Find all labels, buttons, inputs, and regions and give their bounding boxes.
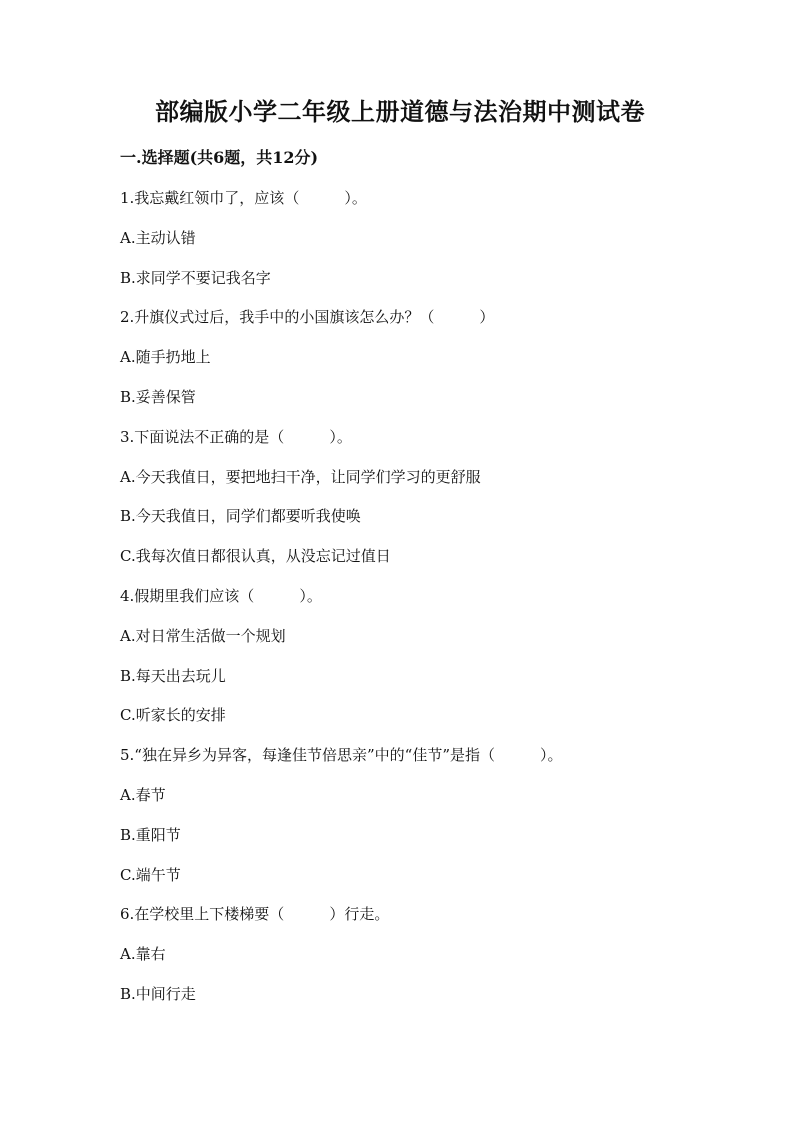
question-list [120, 186, 740, 1022]
question-3-stem: 3.下面说法不正确的是（ ）。 [120, 427, 352, 446]
section-heading: 一.选择题(共6题，共12分) [120, 148, 319, 167]
question-1-option-b: B.求同学不要记我名字 [120, 268, 271, 287]
question-1-option-a: A.主动认错 [120, 228, 196, 247]
question-4-option-b: B.每天出去玩儿 [120, 666, 226, 685]
question-5-option-a: A.春节 [120, 785, 166, 804]
question-3-option-b: B.今天我值日，同学们都要听我使唤 [120, 507, 361, 526]
question-4-option-c: C.听家长的安排 [120, 706, 226, 725]
question-3-option-a: A.今天我值日，要把地扫干净，让同学们学习的更舒服 [120, 467, 481, 486]
question-6-option-b: B.中间行走 [120, 984, 196, 1003]
question-5-option-b: B.重阳节 [120, 825, 181, 844]
question-2-stem: 2.升旗仪式过后，我手中的小国旗该怎么办？（ ） [120, 308, 495, 327]
question-5-stem: 5.“独在异乡为异客，每逢佳节倍思亲”中的“佳节”是指（ ）。 [120, 746, 563, 765]
question-5-option-c: C.端午节 [120, 865, 181, 884]
question-6-stem: 6.在学校里上下楼梯要（ ）行走。 [120, 905, 390, 924]
page-title: 部编版小学二年级上册道德与法治期中测试卷 [155, 97, 645, 126]
question-4-stem: 4.假期里我们应该（ ）。 [120, 586, 322, 605]
question-6-option-a: A.靠右 [120, 945, 166, 964]
question-2-option-b: B.妥善保管 [120, 387, 196, 406]
question-3-option-c: C.我每次值日都很认真，从没忘记过值日 [120, 547, 391, 566]
question-1-stem: 1.我忘戴红领巾了，应该（ ）。 [120, 189, 367, 207]
question-2-option-a: A.随手扔地上 [120, 348, 211, 367]
question-4-option-a: A.对日常生活做一个规划 [120, 626, 286, 645]
